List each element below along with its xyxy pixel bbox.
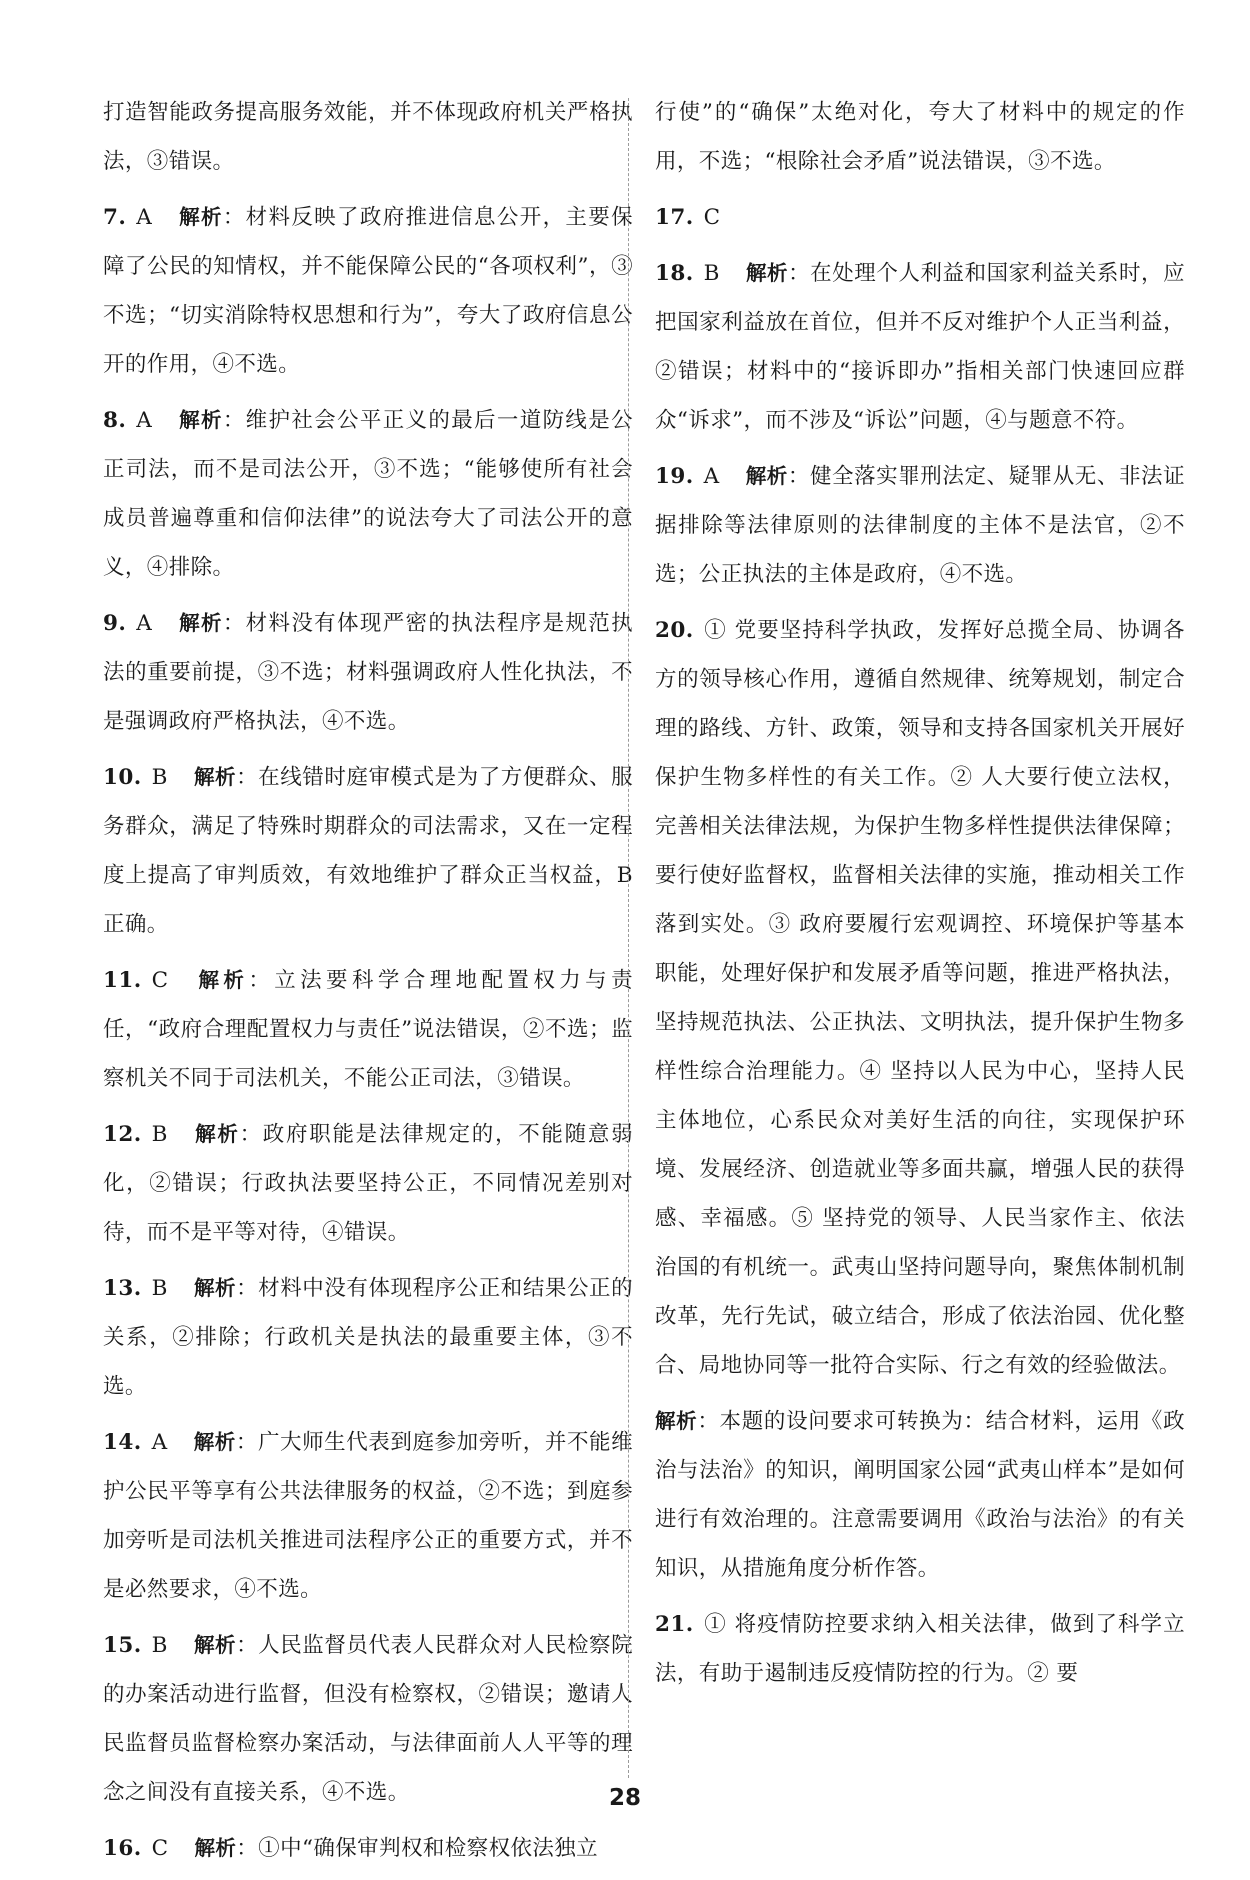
analysis-text: ：维护社会公平正义的最后一道防线是公正司法，而不是司法公开，③不选；“能够使所有社会成员普遍尊重和信仰法律”的说法夸大了司法公开的意义，④排除。 xyxy=(103,408,633,580)
analysis-label: 解析 xyxy=(193,765,237,789)
analysis-text: ：广大师生代表到庭参加旁听，并不能维护公民平等享有公共法律服务的权益，②不选；到庭参加旁听是司法机关推进司法程序公正的重要方式，并不是必然要求，④不选。 xyxy=(103,1430,633,1602)
analysis-text: ：材料反映了政府推进信息公开，主要保障了公民的知情权，并不能保障公民的“各项权利”，③不选；“切实消除特权思想和行为”，夸大了政府信息公开的作用，④不选。 xyxy=(103,205,633,377)
question-number: 18. xyxy=(655,261,694,286)
answer-item-7 xyxy=(103,193,633,389)
continuation-text: 行使”的“确保”太绝对化，夸大了材料中的规定的作用，不选；“根除社会矛盾”说法错误，③不选。 xyxy=(655,100,1185,174)
right-column xyxy=(655,88,1185,1705)
question-number: 16. xyxy=(103,1836,142,1861)
analysis-label: 解析 xyxy=(193,1430,236,1454)
answer-choice: A xyxy=(151,1430,168,1455)
analysis-text: ：健全落实罪刑法定、疑罪从无、非法证据排除等法律原则的法律制度的主体不是法官，②不选；公正执法的主体是政府，④不选。 xyxy=(655,464,1185,587)
page-number: 28 xyxy=(608,1785,641,1811)
analysis-label: 解析 xyxy=(193,1276,237,1300)
answer-choice: C xyxy=(151,1836,169,1861)
analysis-text: ：本题的设问要求可转换为：结合材料，运用《政治与法治》的知识，阐明国家公园“武夷山样本”是如何进行有效治理的。注意需要调用《政治与法治》的有关知识，从措施角度分析作答。 xyxy=(655,1409,1185,1581)
answer-item-16 xyxy=(103,1824,633,1873)
column-divider xyxy=(628,98,629,1778)
continuation-text: 打造智能政务提高服务效能，并不体现政府机关严格执法，③错误。 xyxy=(103,100,633,174)
question-number: 12. xyxy=(103,1122,142,1147)
question-number: 17. xyxy=(655,205,694,230)
question-number: 21. xyxy=(655,1612,694,1637)
analysis-text: ：材料没有体现严密的执法程序是规范执法的重要前提，③不选；材料强调政府人性化执法，不是强调政府严格执法，④不选。 xyxy=(103,611,633,734)
answer-choice: A xyxy=(136,611,153,636)
question-number: 15. xyxy=(103,1633,142,1658)
answer-choice: C xyxy=(151,968,169,993)
answer-choice: A xyxy=(703,464,720,489)
answer-item-20 xyxy=(655,606,1185,1390)
question-number: 13. xyxy=(103,1276,142,1301)
answer-choice: B xyxy=(703,261,720,286)
question-number: 7. xyxy=(103,205,127,230)
answer-choice: A xyxy=(136,205,153,230)
answer-item-12 xyxy=(103,1110,633,1257)
answer-item-13 xyxy=(103,1264,633,1411)
answer-choice: B xyxy=(151,1633,168,1658)
answer-choice: B xyxy=(151,1276,168,1301)
answer-item-19 xyxy=(655,452,1185,599)
analysis-text: ：政府职能是法律规定的，不能随意弱化，②错误；行政执法要坚持公正，不同情况差别对待，而不是平等对待，④错误。 xyxy=(103,1122,633,1245)
left-column xyxy=(103,88,633,1880)
question-number: 19. xyxy=(655,464,694,489)
answer-text: ① 党要坚持科学执政，发挥好总揽全局、协调各方的领导核心作用，遵循自然规律、统筹规划，制定合理的路线、方针、政策，领导和支持各国家机关开展好保护生物多样性的有关工作。② 人大要行使立法权，完善相关法律法规，为保护生物多样性提供法律保障；要行使好监督权，监督相关法律的实施，推动相关工作落到实处。③ 政府要履行宏观调控、环境保护等基本职能，处理好保护和发展矛盾等问题，推进严格执法，坚持规范执法、公正执法、文明执法，提升保护生物多样性综合治理能力。④ 坚持以人民为中心，坚持人民主体地位，心系民众对美好生活的向往，实现保护环境、发展经济、创造就业等多面共赢，增强人民的获得感、幸福感。⑤ 坚持党的领导、人民当家作主、依法治国的有机统一。武夷山坚持问题导向，聚焦体制机制改革，先行先试，破立结合，形成了依法治园、优化整合、局地协同等一批符合实际、行之有效的经验做法。 xyxy=(655,618,1185,1378)
analysis-label: 解析 xyxy=(178,408,223,432)
analysis-text: ：立法要科学合理地配置权力与责任，“政府合理配置权力与责任”说法错误，②不选；监察机关不同于司法机关，不能公正司法，③错误。 xyxy=(103,968,633,1091)
analysis-text: ：在线错时庭审模式是为了方便群众、服务群众，满足了特殊时期群众的司法需求，又在一定程度上提高了审判质效，有效地维护了群众正当权益，B正确。 xyxy=(103,765,633,937)
answer-item-8 xyxy=(103,396,633,592)
answer-text: ① 将疫情防控要求纳入相关法律，做到了科学立法，有助于遏制违反疫情防控的行为。② 要 xyxy=(655,1612,1185,1686)
answer-item-14 xyxy=(103,1418,633,1614)
answer-choice: C xyxy=(703,205,721,230)
analysis-text: ：①中“确保审判权和检察权依法独立 xyxy=(236,1836,599,1861)
answer-item-9 xyxy=(103,599,633,746)
analysis-label: 解析 xyxy=(193,1633,237,1657)
question-number: 9. xyxy=(103,611,127,636)
analysis-label: 解析 xyxy=(655,1409,698,1433)
question-number: 10. xyxy=(103,765,142,790)
answer-item-21 xyxy=(655,1600,1185,1698)
analysis-text: ：材料中没有体现程序公正和结果公正的关系，②排除；行政机关是执法的最重要主体，③不选。 xyxy=(103,1276,633,1399)
analysis-text: ：人民监督员代表人民群众对人民检察院的办案活动进行监督，但没有检察权，②错误；邀请人民监督员监督检察办案活动，与法律面前人人平等的理念之间没有直接关系，④不选。 xyxy=(103,1633,633,1805)
analysis-label: 解析 xyxy=(194,1836,237,1860)
answer-choice: B xyxy=(151,765,168,790)
analysis-item-20 xyxy=(655,1397,1185,1593)
analysis-label: 解析 xyxy=(745,261,789,285)
analysis-label: 解析 xyxy=(193,1122,240,1146)
question-number: 14. xyxy=(103,1430,142,1455)
analysis-label: 解析 xyxy=(178,611,223,635)
question-number: 20. xyxy=(655,618,694,643)
analysis-text: ：在处理个人利益和国家利益关系时，应把国家利益放在首位，但并不反对维护个人正当利益，②错误；材料中的“接诉即办”指相关部门快速回应群众“诉求”，而不涉及“诉讼”问题，④与题意不符。 xyxy=(655,261,1185,433)
question-number: 8. xyxy=(103,408,127,433)
analysis-label: 解析 xyxy=(178,205,223,229)
analysis-label: 解析 xyxy=(745,464,788,488)
answer-item-10 xyxy=(103,753,633,949)
question-number: 11. xyxy=(103,968,142,993)
answer-item-11 xyxy=(103,956,633,1103)
answer-choice: B xyxy=(151,1122,168,1147)
answer-choice: A xyxy=(136,408,153,433)
analysis-label: 解析 xyxy=(194,968,249,992)
answer-item-18 xyxy=(655,249,1185,445)
answer-item-17 xyxy=(655,193,1185,242)
